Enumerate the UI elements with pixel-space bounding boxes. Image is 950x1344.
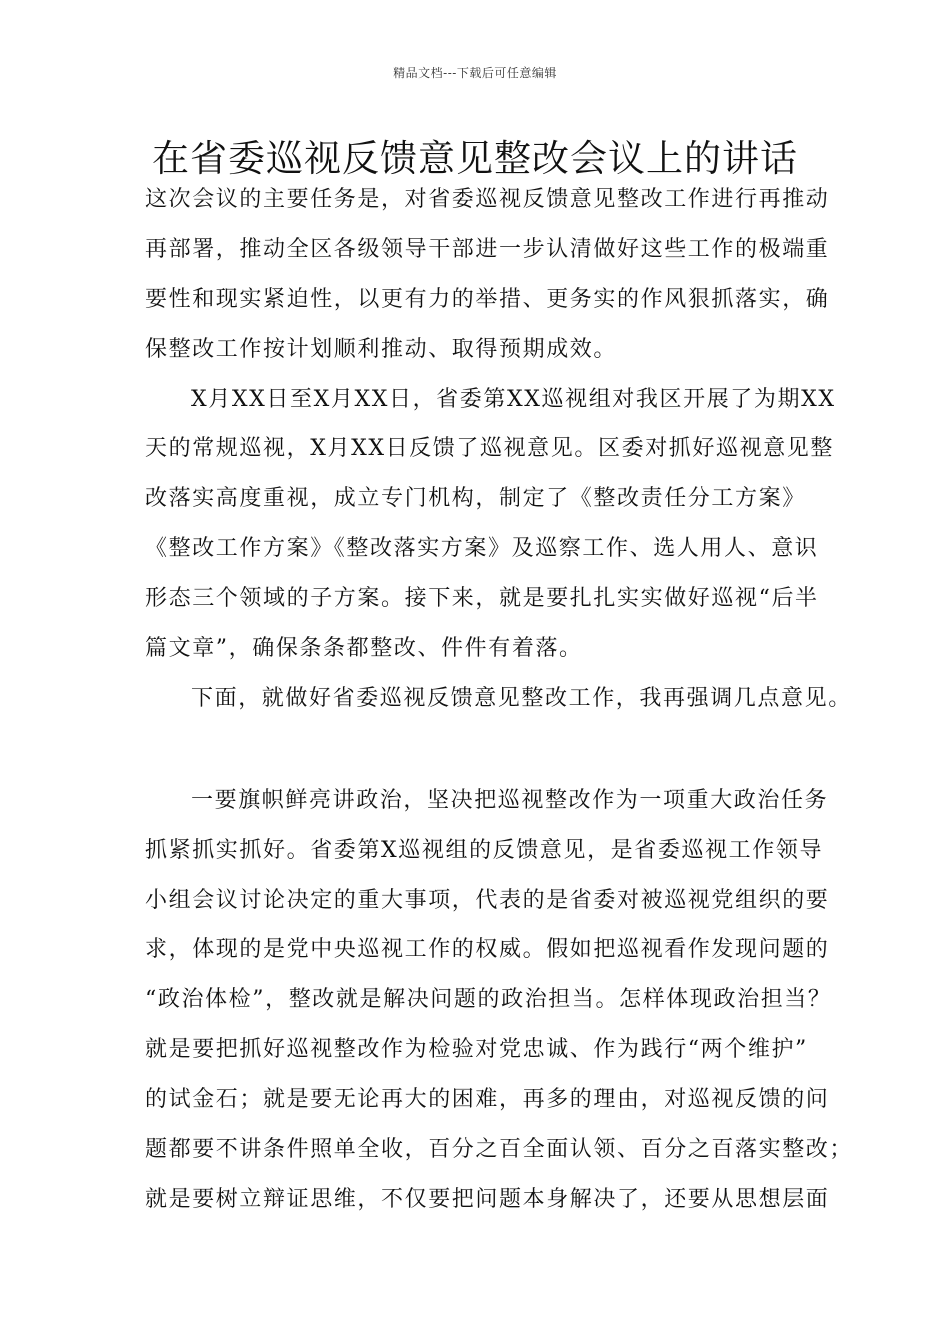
text-line: 《整改工作方案》《整改落实方案》及巡察工作、选人用人、意识 — [145, 536, 819, 562]
paragraph-gap — [145, 731, 813, 783]
text-line: 就是要把抓好巡视整改作为检验对党忠诚、作为践行“两个维护” — [145, 1037, 808, 1063]
text-line: 再部署，推动全区各级领导干部进一步认清做好这些工作的极端重 — [145, 236, 830, 262]
text-line: 保整改工作按计划顺利推动、取得预期成效。 — [145, 336, 618, 362]
text-line: 题都要不讲条件照单全收，百分之百全面认领、百分之百落实整改； — [145, 1137, 854, 1163]
text-line: “政治体检”，整改就是解决问题的政治担当。怎样体现政治担当？ — [145, 987, 832, 1013]
text-line: 就是要树立辩证思维，不仅要把问题本身解决了，还要从思想层面 — [145, 1186, 830, 1212]
text-line: 形态三个领域的子方案。接下来，就是要扎扎实实做好巡视“后半 — [145, 586, 819, 612]
paragraph-1 — [145, 182, 830, 382]
text-line: 天的常规巡视，X月XX日反馈了巡视意见。区委对抓好巡视意见整 — [145, 436, 834, 462]
text-line: 下面，就做好省委巡视反馈意见整改工作，我再强调几点意见。 — [191, 685, 852, 711]
text-line: 一要旗帜鲜亮讲政治，坚决把巡视整改作为一项重大政治任务 — [191, 787, 829, 813]
text-line: 小组会议讨论决定的重大事项，代表的是省委对被巡视党组织的要 — [145, 887, 830, 913]
paragraph-4 — [145, 783, 854, 1232]
text-line: 要性和现实紧迫性，以更有力的举措、更务实的作风狠抓落实，确 — [145, 286, 830, 312]
document-title: 在省委巡视反馈意见整改会议上的讲话 — [152, 137, 798, 180]
text-line: 求，体现的是党中央巡视工作的权威。假如把巡视看作发现问题的 — [145, 937, 830, 963]
text-line: 这次会议的主要任务是，对省委巡视反馈意见整改工作进行再推动 — [145, 187, 830, 212]
text-line: X月XX日至X月XX日，省委第XX巡视组对我区开展了为期XX — [191, 386, 836, 412]
text-line: 篇文章”，确保条条都整改、件件有着落。 — [145, 636, 583, 662]
text-line: 改落实高度重视，成立专门机构，制定了《整改责任分工方案》 — [145, 486, 806, 512]
document-body — [145, 182, 854, 1232]
paragraph-3 — [145, 681, 852, 731]
text-line: 抓紧抓实抓好。省委第X巡视组的反馈意见，是省委巡视工作领导 — [145, 837, 824, 863]
text-line: 的试金石；就是要无论再大的困难，再多的理由，对巡视反馈的问 — [145, 1087, 830, 1113]
header-note: 精品文档---下载后可任意编辑 — [393, 66, 557, 80]
paragraph-2 — [145, 382, 836, 681]
